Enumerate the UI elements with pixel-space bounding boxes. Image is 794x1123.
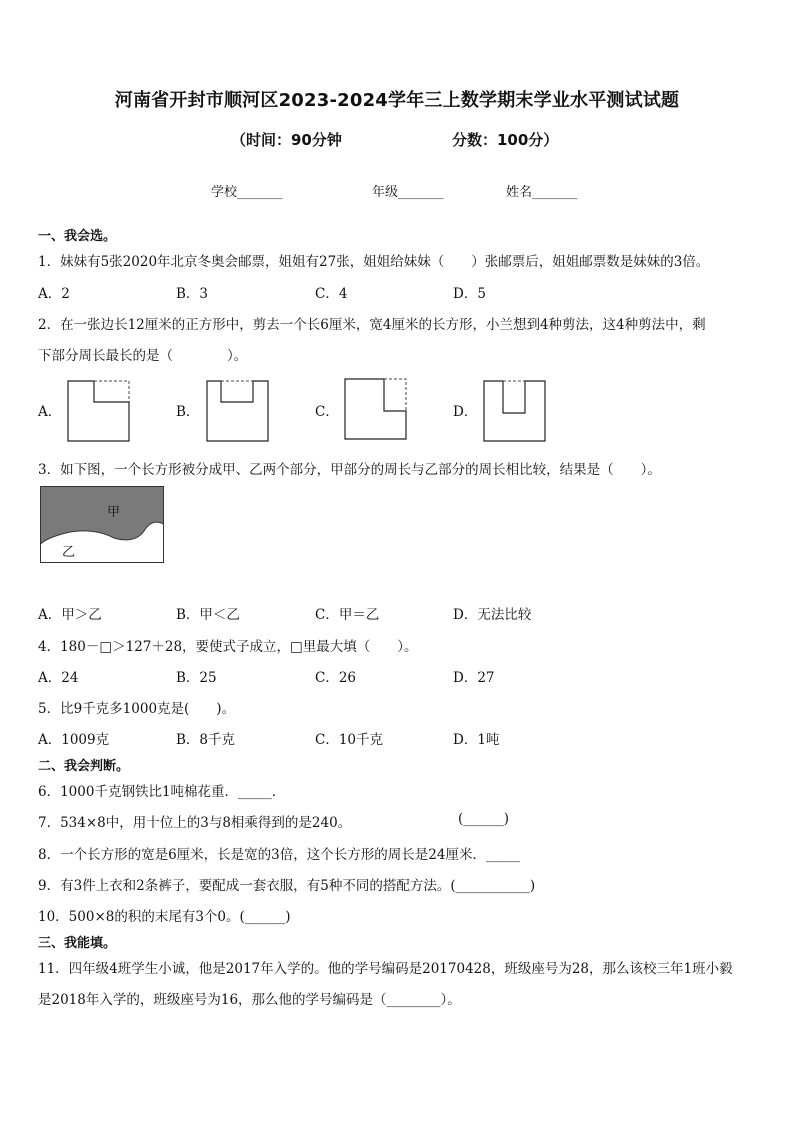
question-9: 9．有3件上衣和2条裤子，要配成一套衣服，有5种不同的搭配方法。(___________) [38,878,536,894]
question-6: 6．1000千克钢铁比1吨棉花重．_____． [38,784,286,800]
q2-option-d[interactable]: D． [453,404,478,420]
q3-option-d[interactable]: D．无法比较 [453,607,532,623]
exam-time: （时间：90分钟 [231,131,342,149]
q2-figure-c [344,378,408,440]
school-field[interactable]: 学校_______ [211,185,283,200]
section-choice: 一、我会选。 [38,229,117,244]
question-2-line1: 2．在一张边长12厘米的正方形中，剪去一个长6厘米，宽4厘米的长方形，小兰想到4种剪法，这4种剪法中，剩 [38,317,706,333]
q3-figure [40,486,166,564]
q1-option-c[interactable]: C．4 [315,286,348,302]
q2-figure-a [67,380,131,442]
q3-label-jia: 甲 [107,505,121,520]
question-11-line2: 是2018年入学的，班级座号为16，那么他的学号编码是（________）。 [38,992,461,1008]
question-4: 4．180－□＞127＋28，要使式子成立，□里最大填（ ）。 [38,639,418,655]
q2-option-b[interactable]: B． [176,404,200,420]
q3-option-c[interactable]: C．甲＝乙 [315,607,380,623]
q1-option-d[interactable]: D．5 [453,286,486,302]
q5-option-b[interactable]: B．8千克 [176,732,236,748]
q7-answer-blank[interactable]: (______) [458,811,510,827]
q4-option-d[interactable]: D．27 [453,670,495,686]
exam-score: 分数：100分） [452,131,559,149]
question-7: 7．534×8中，用十位上的3与8相乘得到的是240。 [38,815,352,831]
question-5: 5．比9千克多1000克是( )。 [38,701,236,717]
q1-option-b[interactable]: B．3 [176,286,209,302]
q3-option-b[interactable]: B．甲＜乙 [176,607,240,623]
question-10: 10．500×8的积的末尾有3个0。(______) [38,909,291,925]
q4-option-b[interactable]: B．25 [176,670,217,686]
q3-label-yi: 乙 [62,545,76,560]
question-3: 3．如下图，一个长方形被分成甲、乙两个部分，甲部分的周长与乙部分的周长相比较，结果是（ ）。 [38,462,661,478]
q2-option-a[interactable]: A． [38,404,62,420]
section-fill: 三、我能填。 [38,936,117,951]
q5-option-c[interactable]: C．10千克 [315,732,384,748]
grade-field[interactable]: 年级_______ [372,185,444,200]
q5-option-a[interactable]: A．1009克 [38,732,110,748]
name-field[interactable]: 姓名_______ [506,185,578,200]
page-title: 河南省开封市顺河区2023-2024学年三上数学期末学业水平测试试题 [114,90,680,111]
question-11-line1: 11．四年级4班学生小诚，他是2017年入学的。他的学号编码是20170428，班级座号为28，那么该校三年1班小毅 [38,961,733,977]
q2-option-c[interactable]: C． [315,404,339,420]
question-8: 8．一个长方形的宽是6厘米，长是宽的3倍，这个长方形的周长是24厘米．_____ [38,847,520,863]
q4-option-a[interactable]: A．24 [38,670,79,686]
q2-figure-d [483,380,547,442]
q3-option-a[interactable]: A．甲＞乙 [38,607,102,623]
question-2-line2: 下部分周长最长的是（ ）。 [38,348,248,364]
q1-option-a[interactable]: A．2 [38,286,70,302]
q4-option-c[interactable]: C．26 [315,670,357,686]
q2-figure-b [206,380,270,442]
q5-option-d[interactable]: D．1吨 [453,732,500,748]
question-1: 1．妹妹有5张2020年北京冬奥会邮票，姐姐有27张，姐姐给妹妹（ ）张邮票后，姐姐邮票数是妹妹的3倍。 [38,254,710,270]
section-judgement: 二、我会判断。 [38,759,130,774]
